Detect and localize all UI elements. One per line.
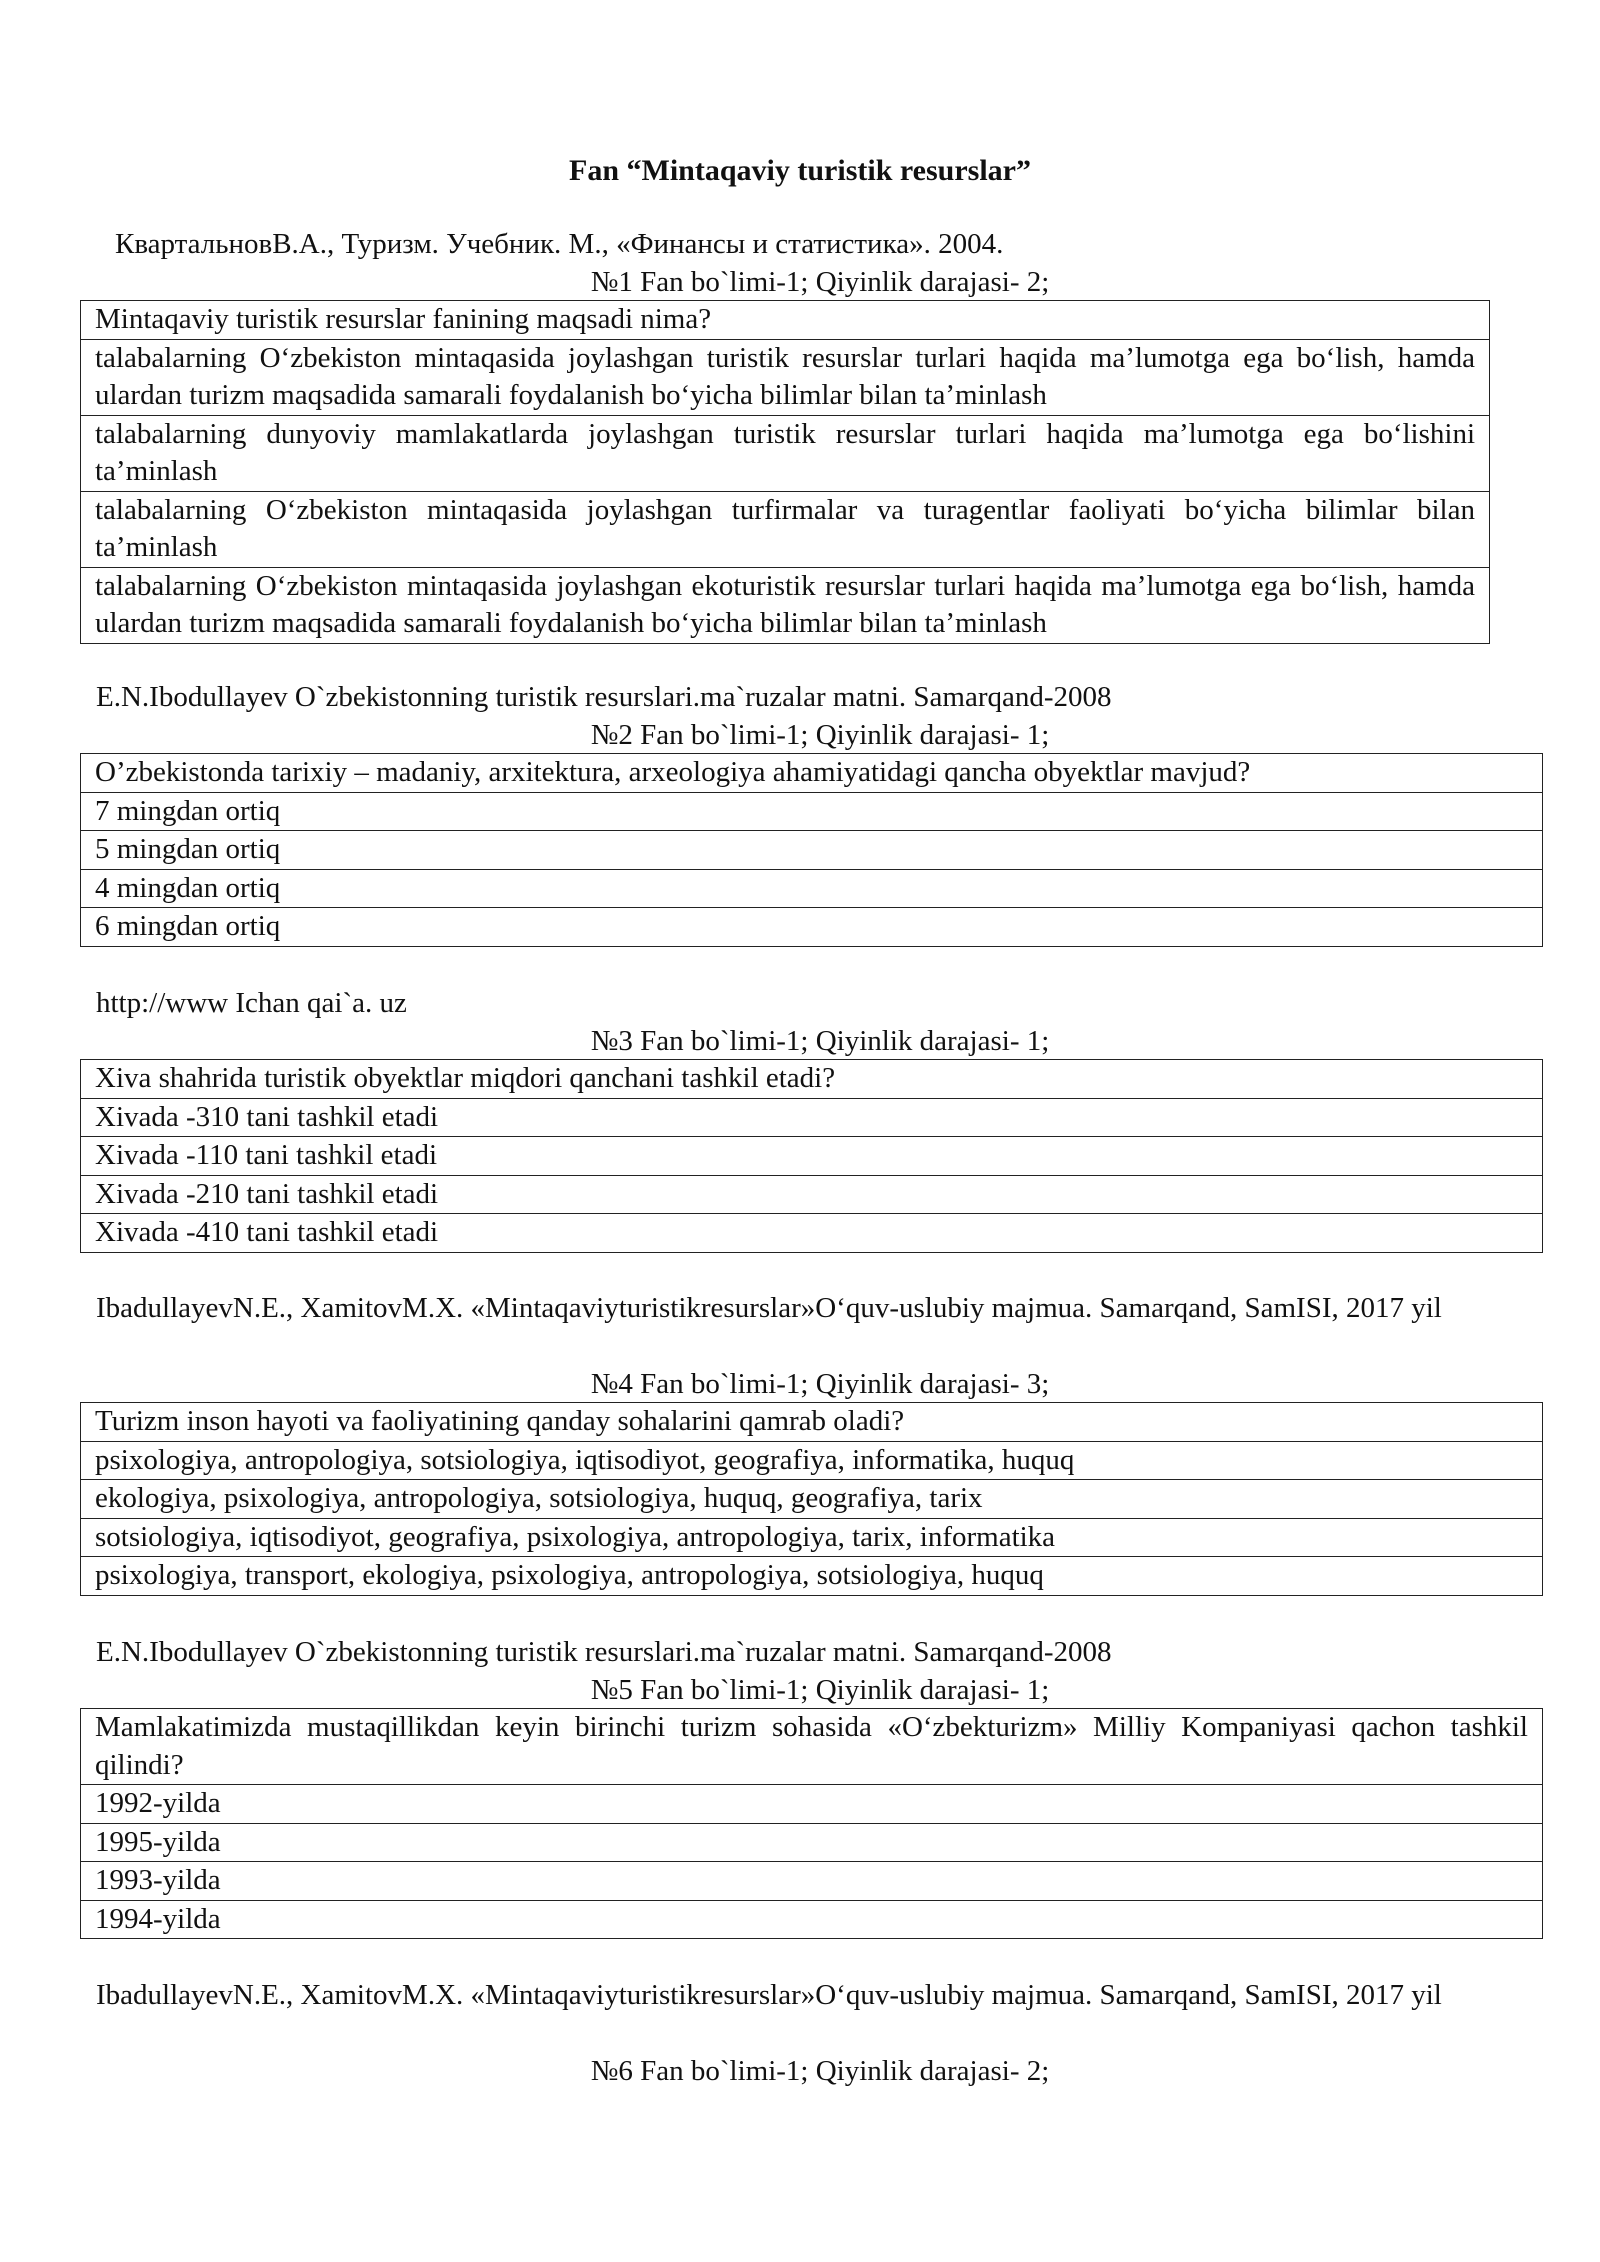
source-citation: E.N.Ibodullayev O`zbekistonning turistik resurslari.ma`ruzalar matni. Samarqand-2008: [96, 1636, 1112, 1668]
answer-option: 1992-yilda: [81, 1785, 1543, 1824]
answer-option: talabalarning O‘zbekiston mintaqasida joylashgan ekoturistik resurslar turlari haqida ma’lumotga ega bo‘lish, hamda ulardan turizm maqsadida samarali foydalanish bo‘yicha bilimlar bilan ta’minlash: [81, 567, 1490, 643]
option-row: [81, 792, 1543, 831]
answer-option: sotsiologiya, iqtisodiyot, geografiya, psixologiya, antropologiya, tarix, informatika: [81, 1518, 1543, 1557]
question-table: [80, 1708, 1543, 1939]
question-text: Xiva shahrida turistik obyektlar miqdori qanchani tashkil etadi?: [81, 1060, 1543, 1099]
option-row: [81, 491, 1490, 567]
question-row: [81, 1403, 1543, 1442]
source-citation: IbadullayevN.E., XamitovM.X. «Mintaqaviyturistikresurslar»O‘quv-uslubiy majmua. Samarqand, SamISI, 2017 yil: [96, 1979, 1442, 2011]
answer-option: Xivada -310 tani tashkil etadi: [81, 1098, 1543, 1137]
answer-option: talabalarning dunyoviy mamlakatlarda joylashgan turistik resurslar turlari haqida ma’lumotga ega bo‘lishini ta’minlash: [81, 415, 1490, 491]
option-row: [81, 1785, 1543, 1824]
answer-option: 7 mingdan ortiq: [81, 792, 1543, 831]
question-header: №4 Fan bo`limi-1; Qiyinlik darajasi- 3;: [590, 1368, 1050, 1400]
option-row: [81, 1137, 1543, 1176]
answer-option: 1995-yilda: [81, 1823, 1543, 1862]
question-header: №5 Fan bo`limi-1; Qiyinlik darajasi- 1;: [590, 1674, 1050, 1706]
answer-option: 4 mingdan ortiq: [81, 869, 1543, 908]
option-row: [81, 1900, 1543, 1939]
question-row: [81, 754, 1543, 793]
source-citation: E.N.Ibodullayev O`zbekistonning turistik resurslari.ma`ruzalar matni. Samarqand-2008: [96, 681, 1112, 713]
question-table: [80, 1402, 1543, 1596]
option-row: [81, 1175, 1543, 1214]
question-table: [80, 1059, 1543, 1253]
answer-option: Xivada -110 tani tashkil etadi: [81, 1137, 1543, 1176]
document-title: Fan “Mintaqaviy turistik resurslar”: [569, 154, 1031, 187]
option-row: [81, 1557, 1543, 1596]
question-text: Mamlakatimizda mustaqillikdan keyin birinchi turizm sohasida «O‘zbekturizm» Milliy Kompaniyasi qachon tashkil qilindi?: [81, 1709, 1543, 1785]
source-citation: IbadullayevN.E., XamitovM.X. «Mintaqaviyturistikresurslar»O‘quv-uslubiy majmua. Samarqand, SamISI, 2017 yil: [96, 1292, 1442, 1324]
option-row: [81, 1214, 1543, 1253]
source-citation: КвартальновВ.А., Туризм. Учебник. М., «Финансы и статистика». 2004.: [115, 228, 1004, 260]
answer-option: 1993-yilda: [81, 1862, 1543, 1901]
question-row: [81, 301, 1490, 340]
question-header: №1 Fan bo`limi-1; Qiyinlik darajasi- 2;: [590, 266, 1050, 298]
question-text: Turizm inson hayoti va faoliyatining qanday sohalarini qamrab oladi?: [81, 1403, 1543, 1442]
answer-option: Xivada -210 tani tashkil etadi: [81, 1175, 1543, 1214]
option-row: [81, 1862, 1543, 1901]
answer-option: 1994-yilda: [81, 1900, 1543, 1939]
option-row: [81, 908, 1543, 947]
option-row: [81, 1441, 1543, 1480]
answer-option: talabalarning O‘zbekiston mintaqasida joylashgan turfirmalar va turagentlar faoliyati bo‘yicha bilimlar bilan ta’minlash: [81, 491, 1490, 567]
answer-option: psixologiya, antropologiya, sotsiologiya, iqtisodiyot, geografiya, informatika, huquq: [81, 1441, 1543, 1480]
question-text: Mintaqaviy turistik resurslar fanining maqsadi nima?: [81, 301, 1490, 340]
answer-option: talabalarning O‘zbekiston mintaqasida joylashgan turistik resurslar turlari haqida ma’lumotga ega bo‘lish, hamda ulardan turizm maqsadida samarali foydalanish bo‘yicha bilimlar bilan ta’minlash: [81, 339, 1490, 415]
option-row: [81, 869, 1543, 908]
option-row: [81, 1098, 1543, 1137]
option-row: [81, 415, 1490, 491]
answer-option: ekologiya, psixologiya, antropologiya, sotsiologiya, huquq, geografiya, tarix: [81, 1480, 1543, 1519]
source-citation: http://www Ichan qai`a. uz: [96, 987, 407, 1019]
option-row: [81, 1480, 1543, 1519]
question-row: [81, 1060, 1543, 1099]
question-table: [80, 300, 1490, 644]
question-header: №6 Fan bo`limi-1; Qiyinlik darajasi- 2;: [590, 2055, 1050, 2087]
question-table: [80, 753, 1543, 947]
answer-option: psixologiya, transport, ekologiya, psixologiya, antropologiya, sotsiologiya, huquq: [81, 1557, 1543, 1596]
answer-option: 5 mingdan ortiq: [81, 831, 1543, 870]
option-row: [81, 831, 1543, 870]
option-row: [81, 567, 1490, 643]
question-header: №2 Fan bo`limi-1; Qiyinlik darajasi- 1;: [590, 719, 1050, 751]
answer-option: Xivada -410 tani tashkil etadi: [81, 1214, 1543, 1253]
option-row: [81, 1518, 1543, 1557]
answer-option: 6 mingdan ortiq: [81, 908, 1543, 947]
option-row: [81, 1823, 1543, 1862]
option-row: [81, 339, 1490, 415]
question-header: №3 Fan bo`limi-1; Qiyinlik darajasi- 1;: [590, 1025, 1050, 1057]
question-row: [81, 1709, 1543, 1785]
question-text: O’zbekistonda tarixiy – madaniy, arxitektura, arxeologiya ahamiyatidagi qancha obyektlar mavjud?: [81, 754, 1543, 793]
